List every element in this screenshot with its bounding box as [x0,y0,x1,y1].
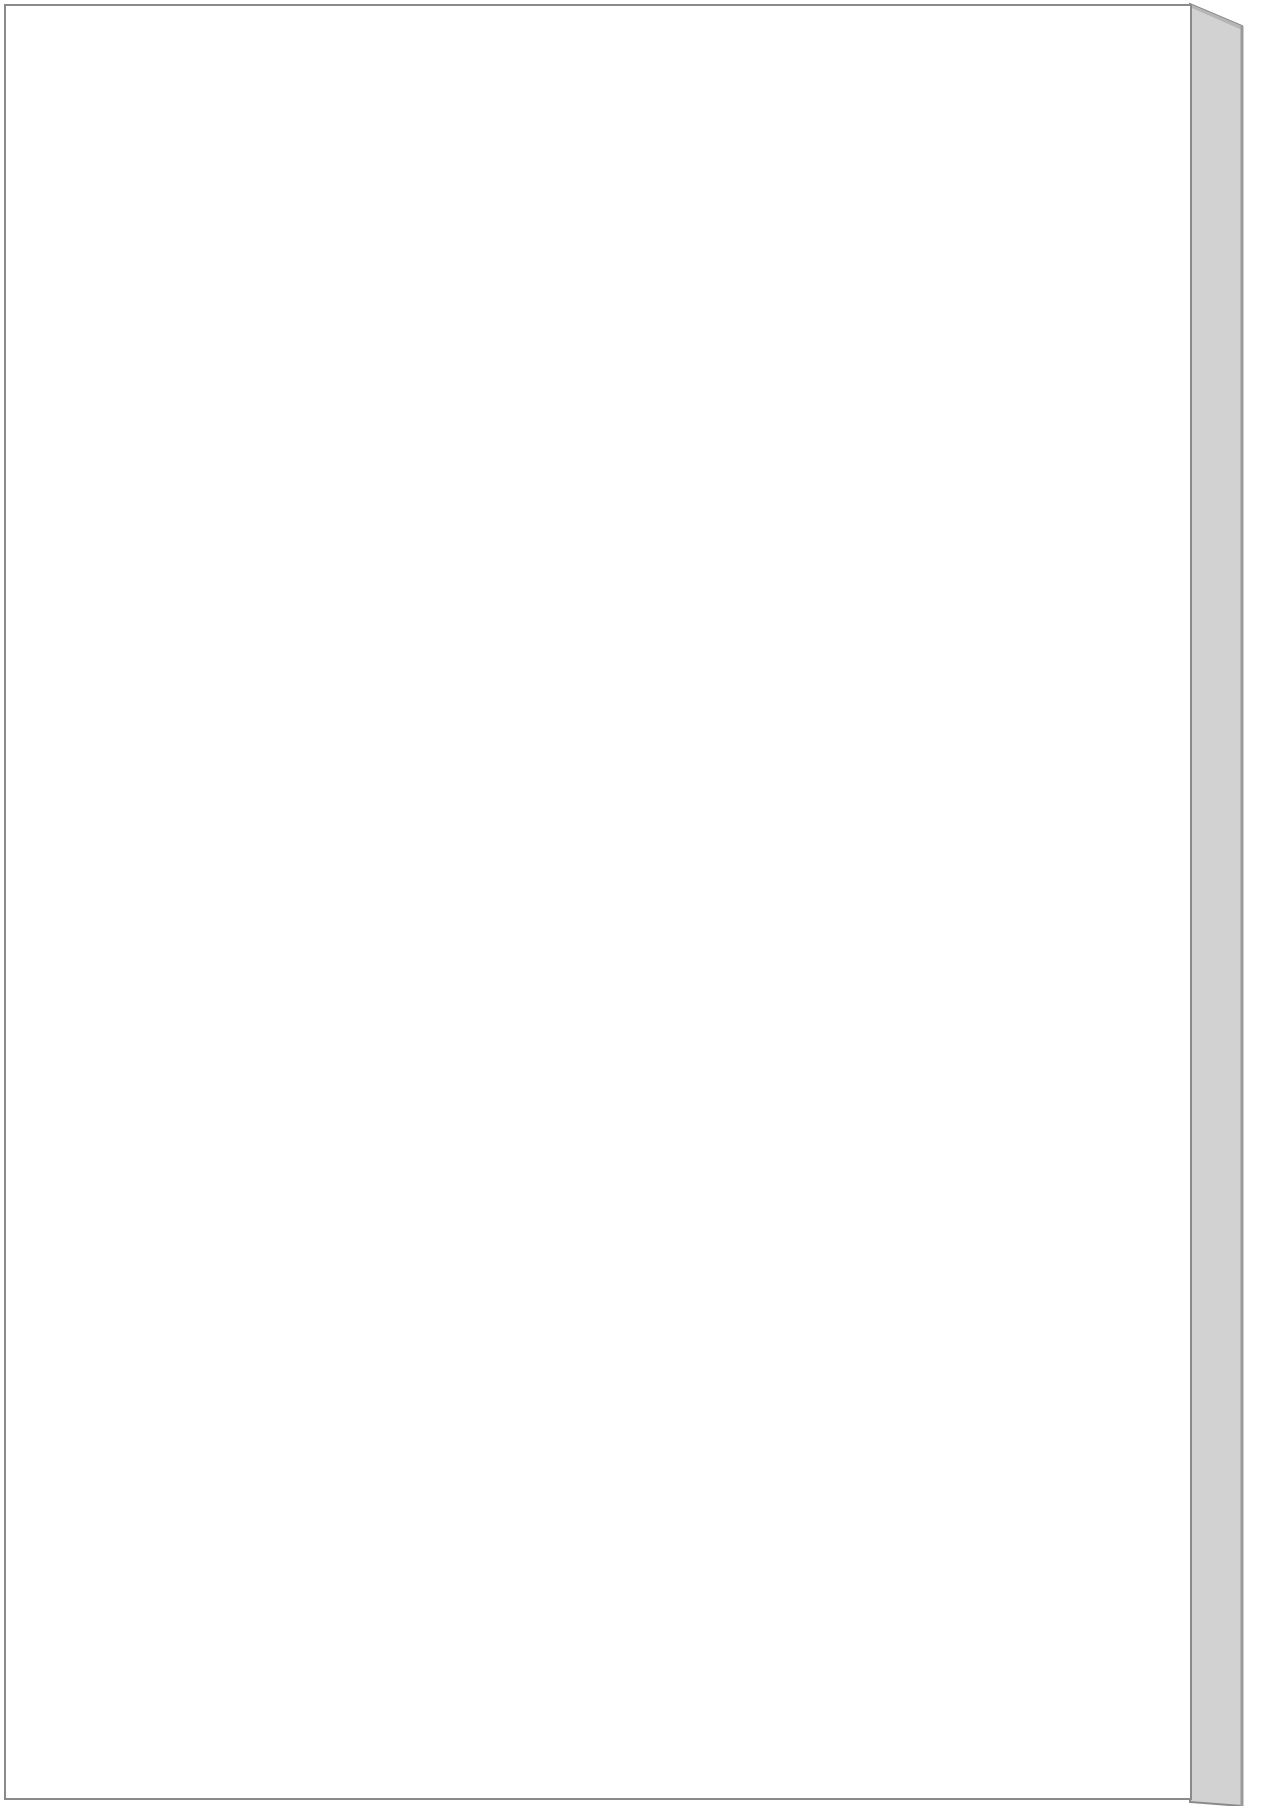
text-line [171,457,1076,506]
text-line [171,211,1076,260]
text-line [171,408,1076,457]
text-line [171,1293,1076,1342]
text-line [171,1195,1076,1244]
text-line [171,900,1076,949]
text-line [171,506,1076,555]
text-line [171,1146,1076,1195]
running-footer [482,1608,1046,1654]
text-line [171,260,1076,309]
text-line [171,1441,1076,1490]
text-line [171,703,1076,752]
text-line [171,309,1076,358]
text-line [171,949,1076,998]
text-line [171,1244,1076,1293]
text-line [171,359,1076,408]
paragraph-2 [171,850,1076,1539]
text-line [171,998,1076,1047]
text-line [171,850,1076,899]
paragraph-1 [171,211,1076,850]
text-line [171,555,1076,604]
book-side-face [1190,4,1242,1806]
text-line [171,1342,1076,1391]
text-line [171,1096,1076,1145]
text-line [171,654,1076,703]
text-line [171,1392,1076,1441]
text-line [171,605,1076,654]
text-line [171,1047,1076,1096]
text-line [171,1490,1076,1539]
body-text [171,211,1076,1539]
text-line [171,801,1076,850]
text-line [171,752,1076,801]
